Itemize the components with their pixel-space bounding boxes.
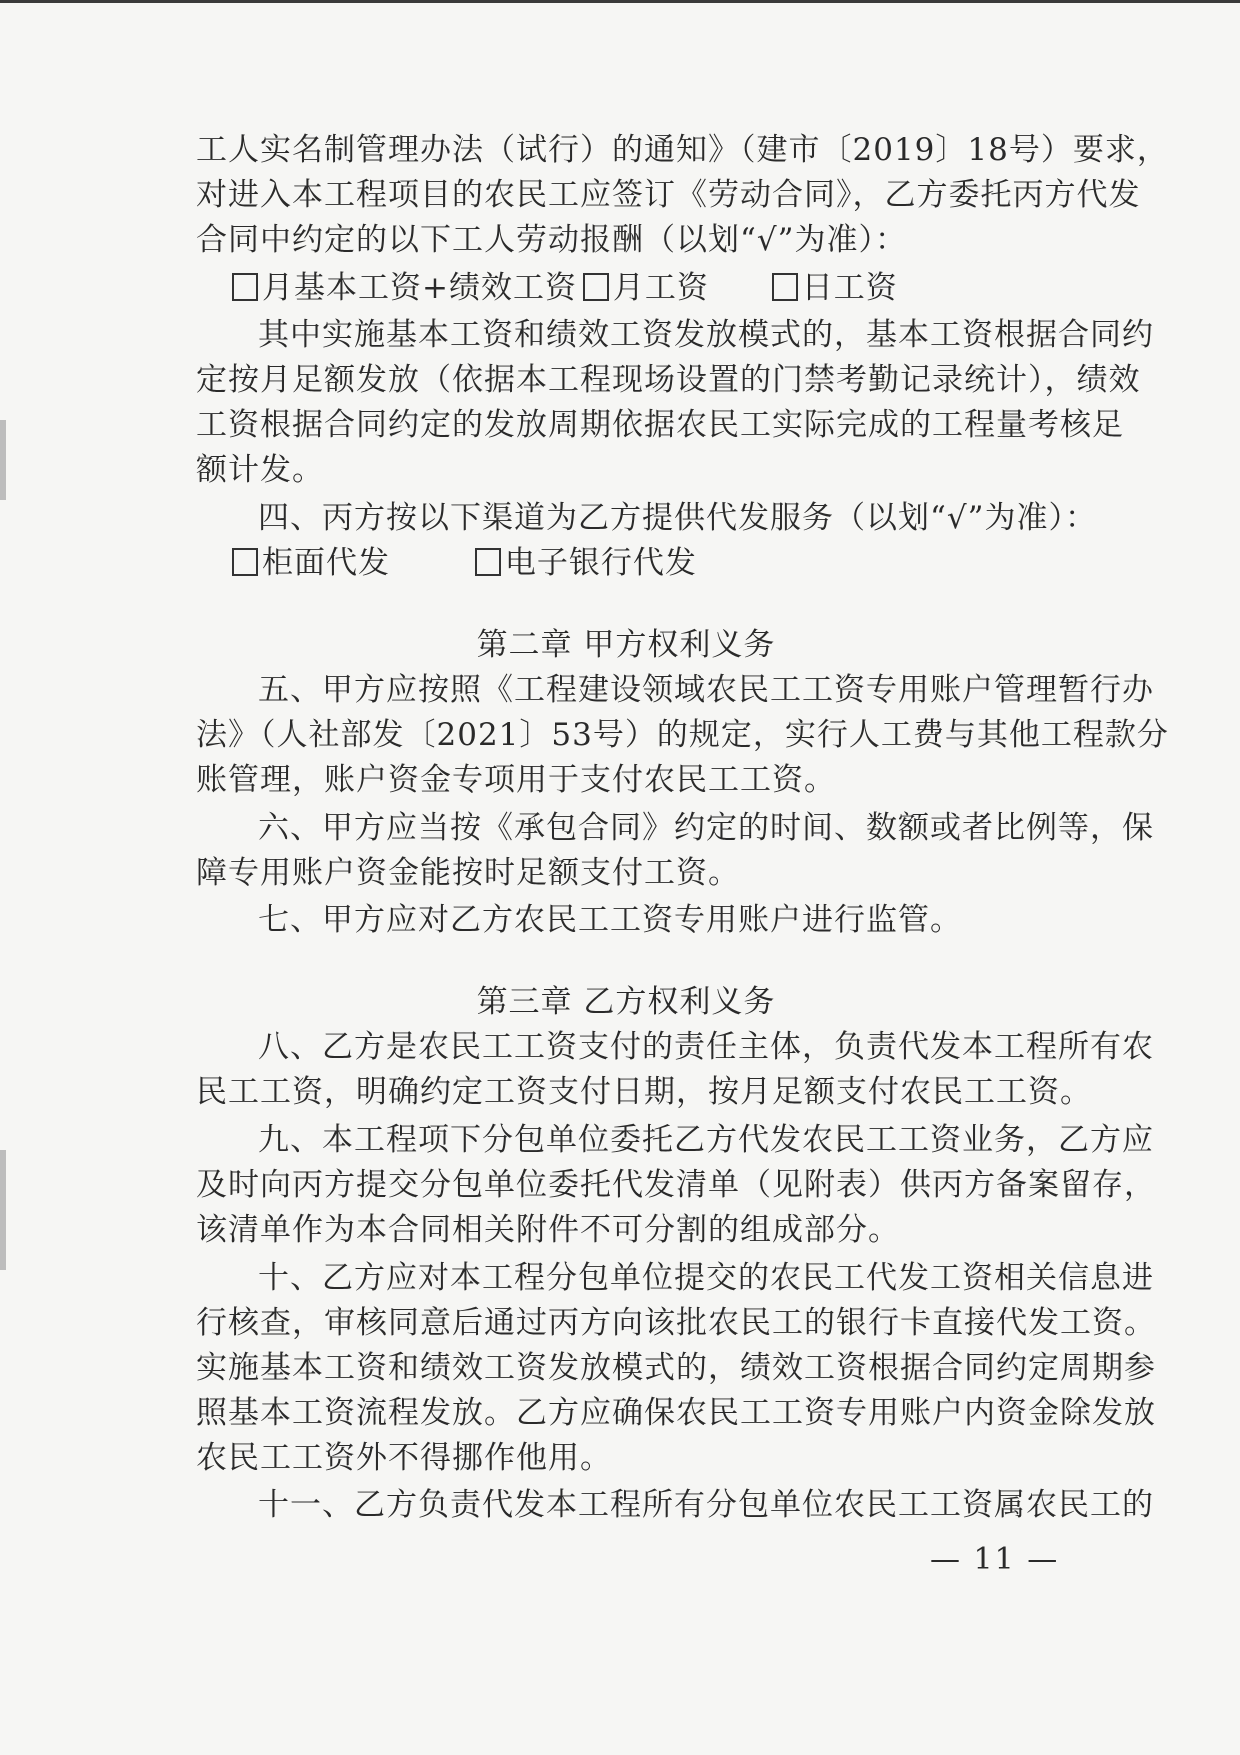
- option-label: 日工资: [801, 270, 898, 306]
- text-line: 合同中约定的以下工人劳动报酬（以划“√”为准）：: [196, 222, 907, 258]
- text-line: 定按月足额发放（依据本工程现场设置的门禁考勤记录统计），绩效: [196, 362, 1141, 398]
- text-line: 六、甲方应当按《承包合同》约定的时间、数额或者比例等，保: [258, 810, 1154, 846]
- text-line: 障专用账户资金能按时足额支付工资。: [196, 855, 740, 891]
- option-label: 电子银行代发: [504, 545, 697, 581]
- checkbox-icon[interactable]: [232, 548, 258, 576]
- text-line: 农民工工资外不得挪作他用。: [196, 1440, 612, 1476]
- wage-option-daily[interactable]: [772, 268, 898, 308]
- scan-left-edge-mark: [0, 1150, 6, 1270]
- option-label: 柜面代发: [262, 545, 390, 581]
- text-line: 其中实施基本工资和绩效工资发放模式的，基本工资根据合同约: [258, 317, 1154, 353]
- text-line: 民工工资，明确约定工资支付日期，按月足额支付农民工工资。: [196, 1074, 1092, 1110]
- text-line: 账管理，账户资金专项用于支付农民工工资。: [196, 762, 836, 798]
- text-line: 对进入本工程项目的农民工应签订《劳动合同》，乙方委托丙方代发: [196, 177, 1141, 213]
- text-line: 工人实名制管理办法（试行）的通知》（建市〔2019〕18号）要求，: [196, 132, 1169, 168]
- text-line: 九、本工程项下分包单位委托乙方代发农民工工资业务，乙方应: [258, 1122, 1154, 1158]
- wage-option-monthly[interactable]: [583, 268, 761, 308]
- text-line: 五、甲方应按照《工程建设领域农民工工资专用账户管理暂行办: [258, 672, 1154, 708]
- text-line: 该清单作为本合同相关附件不可分割的组成部分。: [196, 1212, 900, 1248]
- text-line: 行核查，审核同意后通过丙方向该批农民工的银行卡直接代发工资。: [196, 1305, 1156, 1341]
- wage-option-monthly-base-performance[interactable]: [232, 268, 577, 308]
- checkbox-icon[interactable]: [232, 273, 258, 301]
- text-line: 十、乙方应对本工程分包单位提交的农民工代发工资相关信息进: [258, 1260, 1154, 1296]
- text-line: 八、乙方是农民工工资支付的责任主体，负责代发本工程所有农: [258, 1029, 1154, 1065]
- text-line: 四、丙方按以下渠道为乙方提供代发服务（以划“√”为准）：: [258, 500, 1097, 536]
- checkbox-icon[interactable]: [475, 548, 501, 576]
- channel-option-counter[interactable]: [232, 543, 464, 583]
- scan-left-edge-mark: [0, 420, 6, 500]
- channel-option-e-banking[interactable]: [475, 543, 697, 583]
- option-label: 月工资: [612, 270, 709, 306]
- text-line: 实施基本工资和绩效工资发放模式的，绩效工资根据合同约定周期参: [196, 1350, 1156, 1386]
- page-number: — 11 —: [930, 1542, 1060, 1577]
- text-line: 七、甲方应对乙方农民工工资专用账户进行监管。: [258, 902, 962, 938]
- chapter-2-title: 第二章 甲方权利义务: [476, 627, 776, 663]
- text-line: 工资根据合同约定的发放周期依据农民工实际完成的工程量考核足: [196, 407, 1124, 443]
- channel-options-row: [232, 543, 1056, 583]
- chapter-3-title: 第三章 乙方权利义务: [476, 984, 776, 1020]
- wage-options-row: [232, 268, 1056, 308]
- scan-top-edge: [0, 0, 1240, 3]
- text-line: 法》（人社部发〔2021〕53号）的规定，实行人工费与其他工程款分: [196, 717, 1169, 753]
- text-line: 照基本工资流程发放。乙方应确保农民工工资专用账户内资金除发放: [196, 1395, 1156, 1431]
- option-label: 月基本工资+绩效工资: [262, 270, 577, 306]
- text-line: 额计发。: [196, 452, 324, 488]
- text-line: 十一、乙方负责代发本工程所有分包单位农民工工资属农民工的: [258, 1487, 1154, 1523]
- checkbox-icon[interactable]: [583, 273, 609, 301]
- text-line: 及时向丙方提交分包单位委托代发清单（见附表）供丙方备案留存，: [196, 1167, 1156, 1203]
- checkbox-icon[interactable]: [772, 273, 798, 301]
